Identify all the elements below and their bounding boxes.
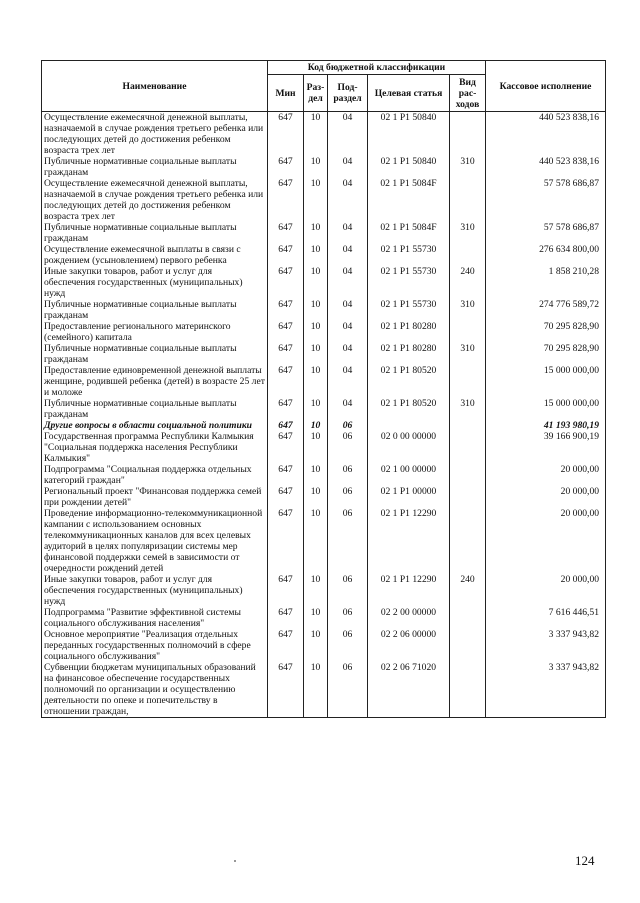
row-name: Основное мероприятие "Реализация отдельных переданных государственных полномочий в сфере социального обслуживания" [42,629,268,662]
row-min: 647 [268,244,304,266]
row-vid: 310 [450,299,486,321]
row-name: Иные закупки товаров, работ и услуг для обеспечения государственных (муниципальных) нужд [42,574,268,607]
row-name: Публичные нормативные социальные выплаты гражданам [42,299,268,321]
header-min: Мин [268,75,304,112]
row-podrazdel: 04 [328,222,368,244]
row-podrazdel: 04 [328,156,368,178]
row-razdel: 10 [304,266,328,299]
row-podrazdel: 04 [328,266,368,299]
row-vid: 310 [450,343,486,365]
row-podrazdel: 04 [328,112,368,157]
row-min: 647 [268,508,304,574]
row-min: 647 [268,299,304,321]
row-vid: 310 [450,222,486,244]
row-podrazdel: 04 [328,365,368,398]
row-celevaya: 02 1 P1 80280 [368,321,450,343]
row-min: 647 [268,431,304,464]
table-row [42,607,606,629]
row-name: Публичные нормативные социальные выплаты гражданам [42,222,268,244]
row-celevaya: 02 2 06 71020 [368,662,450,718]
row-podrazdel: 06 [328,629,368,662]
row-razdel: 10 [304,156,328,178]
row-podrazdel: 06 [328,486,368,508]
row-razdel: 10 [304,222,328,244]
row-vid: 240 [450,266,486,299]
row-podrazdel: 04 [328,321,368,343]
row-celevaya: 02 1 P1 00000 [368,486,450,508]
row-celevaya: 02 1 P1 5084F [368,222,450,244]
page-number: 124 [575,853,595,868]
row-vid [450,420,486,431]
row-summa: 20 000,00 [486,574,606,607]
row-name: Проведение информационно-телекоммуникационной кампании с использованием основных телекоммуникационных каналов для всех целевых аудиторий в целях популяризации системы мер финансовой поддержки семей в зависимости от очередности рождений детей [42,508,268,574]
row-podrazdel: 06 [328,431,368,464]
row-podrazdel: 04 [328,343,368,365]
row-vid: 310 [450,398,486,420]
row-min: 647 [268,222,304,244]
row-vid [450,486,486,508]
row-vid: 240 [450,574,486,607]
row-summa: 70 295 828,90 [486,343,606,365]
header-vid: Вид рас-ходов [450,75,486,112]
row-name: Подпрограмма "Социальная поддержка отдельных категорий граждан" [42,464,268,486]
row-podrazdel: 06 [328,420,368,431]
row-name: Осуществление ежемесячной денежной выплаты, назначаемой в случае рождения третьего ребенка или последующих детей до достижения ребенком возраста трех лет [42,178,268,222]
row-summa: 3 337 943,82 [486,662,606,718]
table-row [42,299,606,321]
row-summa: 276 634 800,00 [486,244,606,266]
row-razdel: 10 [304,244,328,266]
header-podrazdel: Под-раздел [328,75,368,112]
table-row [42,343,606,365]
row-podrazdel: 06 [328,508,368,574]
table-row [42,464,606,486]
row-name: Подпрограмма "Развитие эффективной системы социального обслуживания населения" [42,607,268,629]
row-summa: 274 776 589,72 [486,299,606,321]
row-razdel: 10 [304,464,328,486]
table-row [42,431,606,464]
table-row [42,398,606,420]
row-summa: 440 523 838,16 [486,112,606,157]
row-vid [450,607,486,629]
row-name: Публичные нормативные социальные выплаты гражданам [42,343,268,365]
row-name: Публичные нормативные социальные выплаты гражданам [42,398,268,420]
row-vid [450,629,486,662]
row-summa: 57 578 686,87 [486,178,606,222]
row-razdel: 10 [304,486,328,508]
row-min: 647 [268,365,304,398]
row-celevaya: 02 1 P1 12290 [368,508,450,574]
row-min: 647 [268,178,304,222]
row-min: 647 [268,464,304,486]
table-row [42,178,606,222]
header-razdel: Раз-дел [304,75,328,112]
row-celevaya: 02 1 P1 80520 [368,398,450,420]
table-header [42,61,606,112]
row-vid [450,321,486,343]
budget-execution-table [41,60,606,718]
row-razdel: 10 [304,398,328,420]
table-body [42,112,606,718]
header-code-group: Код бюджетной классификации [268,61,486,75]
row-celevaya: 02 2 00 00000 [368,607,450,629]
row-celevaya: 02 1 P1 50840 [368,156,450,178]
row-summa: 20 000,00 [486,464,606,486]
row-celevaya: 02 1 P1 80520 [368,365,450,398]
table-row [42,266,606,299]
row-razdel: 10 [304,662,328,718]
row-min: 647 [268,607,304,629]
budget-table-container [41,60,605,718]
table-row [42,508,606,574]
row-celevaya: 02 1 P1 50840 [368,112,450,157]
row-podrazdel: 06 [328,464,368,486]
row-vid [450,178,486,222]
row-name: Региональный проект "Финансовая поддержка семей при рождении детей" [42,486,268,508]
row-summa: 440 523 838,16 [486,156,606,178]
table-row [42,574,606,607]
row-celevaya: 02 2 06 00000 [368,629,450,662]
row-celevaya: 02 1 P1 55730 [368,266,450,299]
row-razdel: 10 [304,321,328,343]
row-name: Иные закупки товаров, работ и услуг для обеспечения государственных (муниципальных) нужд [42,266,268,299]
row-summa: 20 000,00 [486,486,606,508]
row-min: 647 [268,156,304,178]
row-summa: 15 000 000,00 [486,398,606,420]
scan-speck [234,860,236,862]
row-vid [450,431,486,464]
row-celevaya [368,420,450,431]
row-razdel: 10 [304,574,328,607]
row-min: 647 [268,321,304,343]
header-name: Наименование [42,61,268,112]
row-podrazdel: 06 [328,607,368,629]
table-row [42,222,606,244]
header-summa: Кассовое исполнение [486,61,606,112]
row-razdel: 10 [304,629,328,662]
row-name: Предоставление регионального материнского (семейного) капитала [42,321,268,343]
row-celevaya: 02 1 P1 80280 [368,343,450,365]
row-min: 647 [268,486,304,508]
row-summa: 41 193 980,19 [486,420,606,431]
row-min: 647 [268,629,304,662]
row-celevaya: 02 1 P1 55730 [368,244,450,266]
row-min: 647 [268,662,304,718]
row-podrazdel: 06 [328,574,368,607]
row-podrazdel: 04 [328,398,368,420]
row-celevaya: 02 0 00 00000 [368,431,450,464]
header-celevaya: Целевая статья [368,75,450,112]
row-name: Осуществление ежемесячной денежной выплаты, назначаемой в случае рождения третьего ребенка или последующих детей до достижения ребенком возраста трех лет [42,112,268,157]
table-row [42,112,606,157]
row-vid [450,508,486,574]
row-summa: 15 000 000,00 [486,365,606,398]
row-celevaya: 02 1 P1 5084F [368,178,450,222]
row-summa: 20 000,00 [486,508,606,574]
row-name: Осуществление ежемесячной выплаты в связи с рождением (усыновлением) первого ребенка [42,244,268,266]
row-min: 647 [268,266,304,299]
row-celevaya: 02 1 P1 55730 [368,299,450,321]
row-name: Предоставление единовременной денежной выплаты женщине, родившей ребенка (детей) в возрасте 25 лет и моложе [42,365,268,398]
row-name: Другие вопросы в области социальной политики [42,420,268,431]
table-row [42,244,606,266]
row-razdel: 10 [304,420,328,431]
row-min: 647 [268,398,304,420]
row-name: Государственная программа Республики Калмыкия "Социальная поддержка населения Республики Калмыкия" [42,431,268,464]
table-row [42,321,606,343]
row-celevaya: 02 1 00 00000 [368,464,450,486]
table-row [42,156,606,178]
table-row [42,420,606,431]
row-vid [450,662,486,718]
row-razdel: 10 [304,178,328,222]
row-razdel: 10 [304,299,328,321]
row-podrazdel: 04 [328,178,368,222]
table-row [42,365,606,398]
row-vid [450,244,486,266]
row-name: Публичные нормативные социальные выплаты гражданам [42,156,268,178]
row-summa: 3 337 943,82 [486,629,606,662]
row-celevaya: 02 1 P1 12290 [368,574,450,607]
row-vid [450,464,486,486]
row-name: Субвенции бюджетам муниципальных образований на финансовое обеспечение государственных полномочий по организации и осуществлению деятельности по опеке и попечительству в отношении граждан, [42,662,268,718]
row-vid [450,112,486,157]
row-razdel: 10 [304,365,328,398]
row-summa: 1 858 210,28 [486,266,606,299]
row-min: 647 [268,574,304,607]
row-razdel: 10 [304,508,328,574]
row-podrazdel: 06 [328,662,368,718]
row-min: 647 [268,112,304,157]
table-row [42,662,606,718]
row-summa: 57 578 686,87 [486,222,606,244]
row-podrazdel: 04 [328,299,368,321]
table-row [42,629,606,662]
row-summa: 39 166 900,19 [486,431,606,464]
row-summa: 70 295 828,90 [486,321,606,343]
row-vid [450,365,486,398]
row-razdel: 10 [304,607,328,629]
row-min: 647 [268,420,304,431]
row-razdel: 10 [304,431,328,464]
row-razdel: 10 [304,112,328,157]
row-razdel: 10 [304,343,328,365]
row-min: 647 [268,343,304,365]
row-podrazdel: 04 [328,244,368,266]
table-row [42,486,606,508]
row-summa: 7 616 446,51 [486,607,606,629]
row-vid: 310 [450,156,486,178]
